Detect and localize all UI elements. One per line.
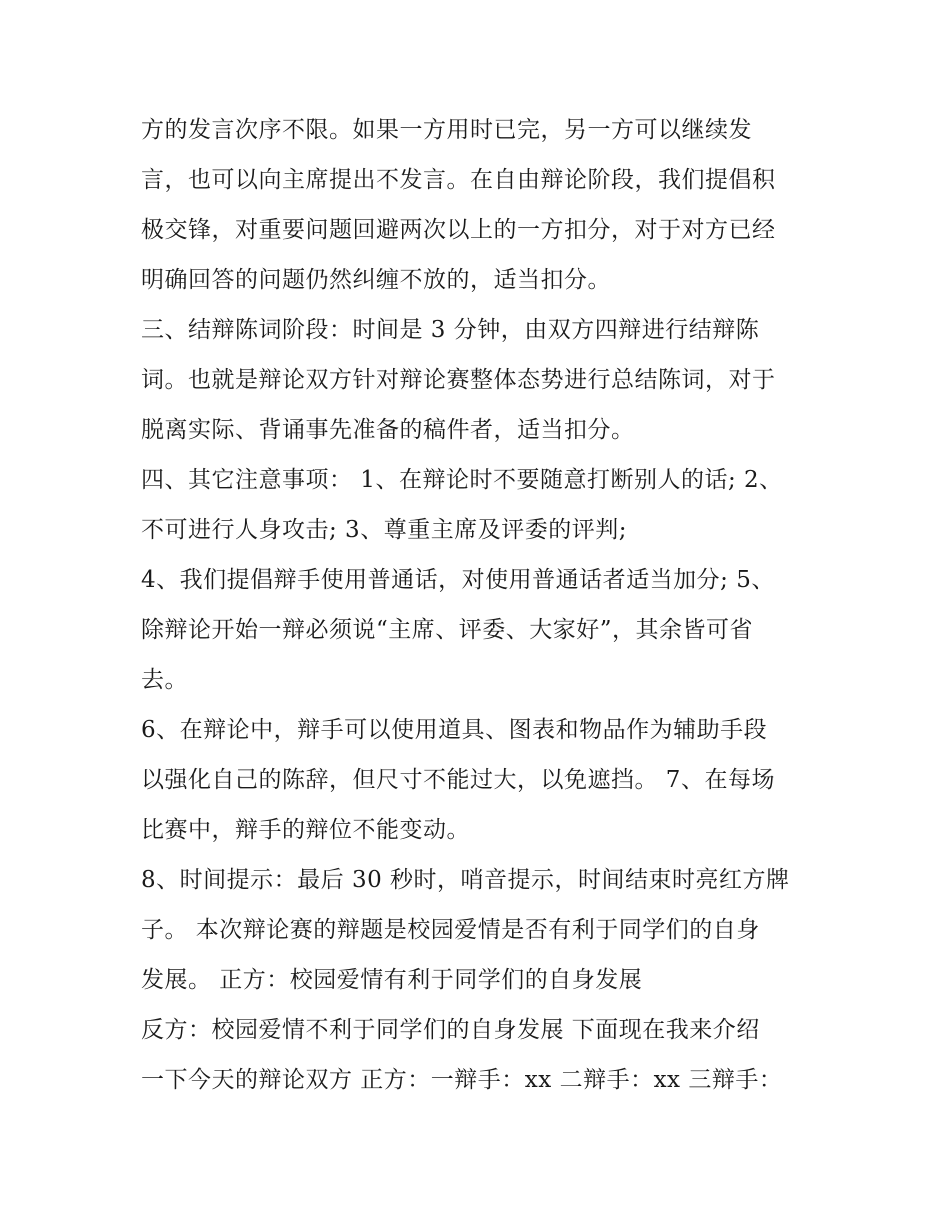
text-line: 明确回答的问题仍然纠缠不放的，适当扣分。 bbox=[141, 267, 611, 293]
text-line: 反方：校园爱情不利于同学们的自身发展 下面现在我来介绍 bbox=[141, 1017, 760, 1043]
text-line: 发展。 正方：校园爱情有利于同学们的自身发展 bbox=[141, 967, 643, 993]
text-line: 以强化自己的陈辞，但尺寸不能过大，以免遮挡。 7、在每场 bbox=[141, 767, 775, 793]
text-line: 6、在辩论中，辩手可以使用道具、图表和物品作为辅助手段 bbox=[141, 717, 768, 743]
text-line: 4、我们提倡辩手使用普通话，对使用普通话者适当加分; 5、 bbox=[141, 567, 775, 593]
text-line: 脱离实际、背诵事先准备的稿件者，适当扣分。 bbox=[141, 417, 635, 443]
text-line: 8、时间提示：最后 30 秒时，哨音提示，时间结束时亮红方牌 bbox=[141, 867, 790, 893]
text-line: 去。 bbox=[141, 667, 188, 693]
text-line: 一下今天的辩论双方 正方：一辩手：xx 二辩手：xx 三辩手： bbox=[141, 1067, 783, 1093]
text-line: 子。 本次辩论赛的辩题是校园爱情是否有利于同学们的自身 bbox=[141, 917, 760, 943]
text-line: 极交锋，对重要问题回避两次以上的一方扣分，对于对方已经 bbox=[141, 217, 776, 243]
text-line: 比赛中，辩手的辩位不能变动。 bbox=[141, 817, 470, 843]
text-line: 四、其它注意事项： 1、在辩论时不要随意打断别人的话; 2、 bbox=[141, 467, 783, 493]
text-line: 言，也可以向主席提出不发言。在自由辩论阶段，我们提倡积 bbox=[141, 167, 776, 193]
text-line: 除辩论开始一辩必须说“主席、评委、大家好”，其余皆可省 bbox=[141, 617, 754, 643]
document-body bbox=[141, 105, 821, 1105]
text-line: 方的发言次序不限。如果一方用时已完，另一方可以继续发 bbox=[141, 117, 752, 143]
text-line: 三、结辩陈词阶段：时间是 3 分钟，由双方四辩进行结辩陈 bbox=[141, 317, 760, 343]
text-line: 词。也就是辩论双方针对辩论赛整体态势进行总结陈词，对于 bbox=[141, 367, 776, 393]
text-line: 不可进行人身攻击; 3、尊重主席及评委的评判; bbox=[141, 517, 627, 543]
